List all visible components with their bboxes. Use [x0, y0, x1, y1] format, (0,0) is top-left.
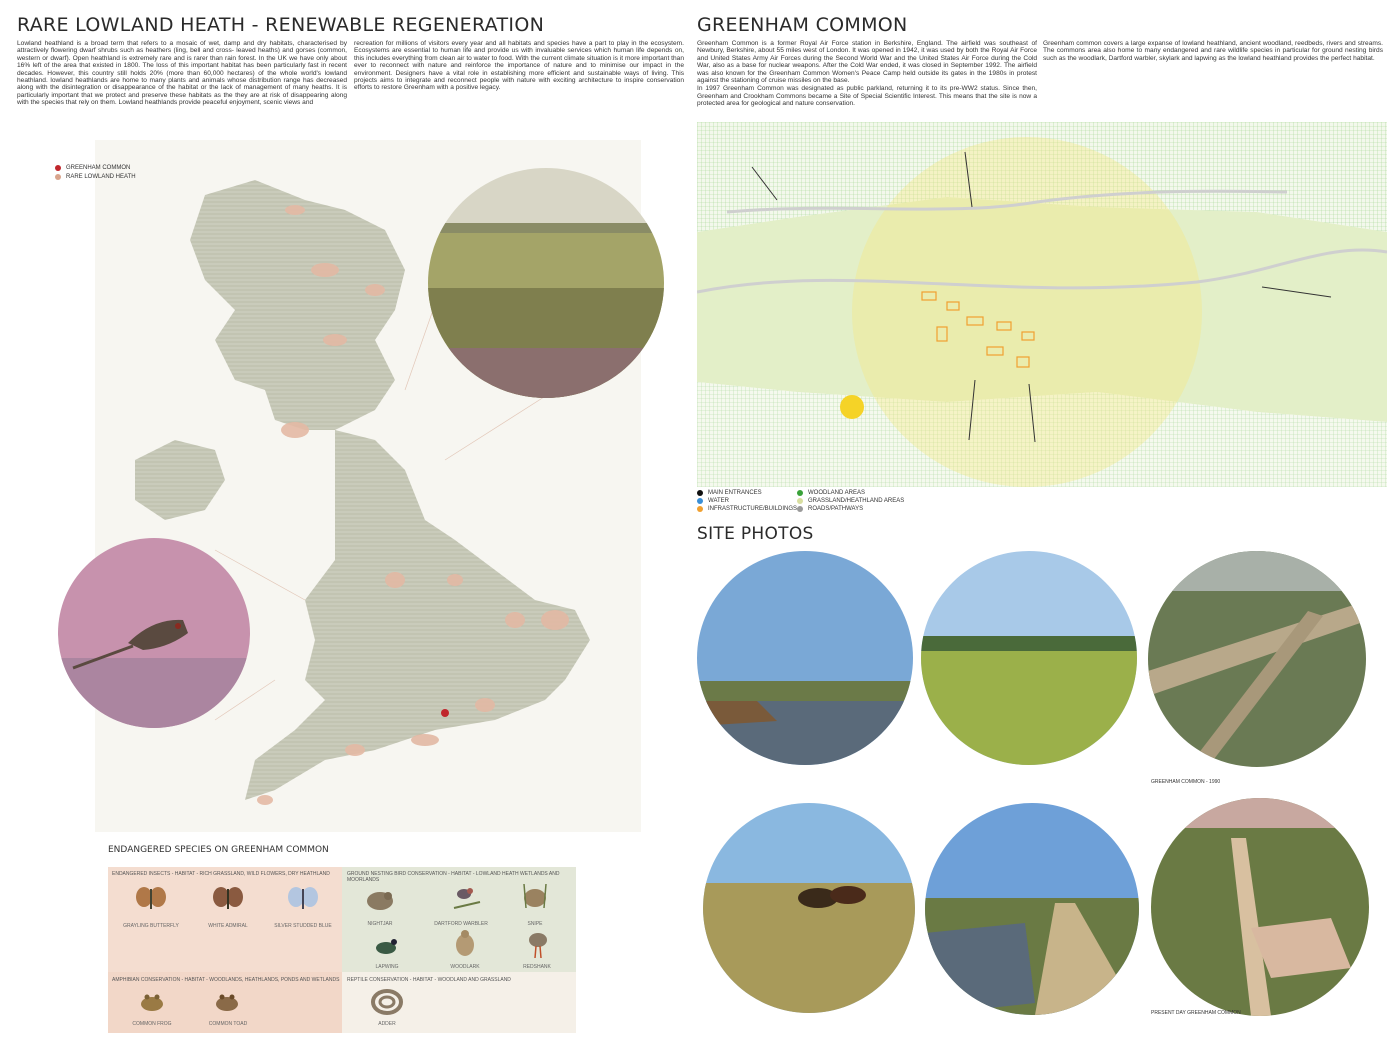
- snipe-icon: [518, 882, 552, 914]
- nightjar-icon: [364, 884, 396, 914]
- legend-greenham: GREENHAM COMMON: [55, 165, 130, 171]
- heath-intro-col2: recreation for millions of visitors every year and all habitats and species have a part to play in the ecosystem. Ecosystems are essential to human life and provide us with invaluable services which human life depends on, this includes everything from clean air to water to food. With the current climate situation is it more important than ever to reconnect with nature and reinforce the importance of nature and to minimise our impact in the environment. Designers have a vital role in establishing more efficient and sustainable ways of living. This projects aims to integrate and reconnect people with nature with exciting architecture to inspire conservation efforts to restore Greenham with a positive legacy.: [354, 40, 684, 92]
- amphibian-header: AMPHIBIAN CONSERVATION - HABITAT - WOODLANDS, HEATHLANDS, PONDS AND WETLANDS: [112, 977, 340, 983]
- site-photo-pond: [697, 551, 913, 765]
- species-section-title: ENDANGERED SPECIES ON GREENHAM COMMON: [108, 845, 329, 855]
- insect-label-2: WHITE ADMIRAL: [208, 923, 248, 929]
- amphibian-label-frog: COMMON FROG: [132, 1021, 172, 1027]
- site-photos-title: SITE PHOTOS: [697, 524, 814, 544]
- legend-woodland: WOODLAND AREAS: [797, 490, 865, 496]
- legend-infrastructure: INFRASTRUCTURE/BUILDINGS: [697, 506, 797, 512]
- legend-swatch-peach: [55, 174, 61, 180]
- insects-panel: [108, 867, 342, 972]
- site-photo-grassland: [921, 551, 1137, 765]
- ireland-shape: [135, 440, 225, 520]
- caption-present: PRESENT DAY GREENHAM COMMON: [1151, 1010, 1241, 1016]
- insect-label-1: GRAYLING BUTTERFLY: [123, 923, 179, 929]
- lapwing-icon: [372, 932, 402, 960]
- swatch-lightgreen: [797, 498, 803, 504]
- dartford-warbler-photo: [58, 538, 250, 728]
- swatch-green: [797, 490, 803, 496]
- greenham-marker: [441, 709, 449, 717]
- greenham-history-para-2: In 1997 Greenham Common was designated as public parkland, returning it to its pre-WW2 status. Since then, Greenham and Crookham Commons became a Site of Special Scientific Interest. This means that the site is now a protected area for geological and nature conservation.: [697, 85, 1037, 108]
- swatch-orange: [697, 506, 703, 512]
- site-photo-aerial-present: [1151, 798, 1369, 1016]
- left-page-title: RARE LOWLAND HEATH - RENEWABLE REGENERATION: [17, 14, 545, 36]
- greenham-site-map: [697, 122, 1387, 487]
- heath-intro-col1: Lowland heathland is a broad term that refers to a mosaic of wet, damp and dry habitats, characterised by attractively flowering dwarf shrubs such as heathers (ling, bell and cross- leaved heaths) and gorses (common, western or dwarf). Open heathland is extremely rare and is rarer than rain forest. In the UK we have only about 16% left of the area that existed in 1800. The loss of this important habitat has been particularly fast in recent decades. However, this country still holds 20% (more than 60,000 hectares) of the whole world's lowland heathland. lowland heathlands are home to many plants and animals whose distribution range has decreased along with the disintegration or disappearance of the habitat or the lack of management of many heaths. It is particularly important that we protect and preserve these habitats as the they are at risk of disappearing along with the species that rely on them. Lowland heathlands provide peaceful enjoyment, scenic views and: [17, 40, 347, 107]
- grayling-butterfly-icon: [135, 885, 167, 913]
- swatch-blue: [697, 498, 703, 504]
- common-frog-icon: [137, 990, 167, 1014]
- caption-1990: GREENHAM COMMON - 1990: [1151, 779, 1221, 785]
- greenham-focus-area: [852, 137, 1202, 487]
- insects-header: ENDANGERED INSECTS - HABITAT - RICH GRASSLAND, WILD FLOWERS, DRY HEATHLAND: [112, 871, 330, 877]
- swatch-black: [697, 490, 703, 496]
- insect-label-3: SILVER STUDDED BLUE: [274, 923, 332, 929]
- heath-landscape-photo: [428, 168, 664, 398]
- legend-swatch-red: [55, 165, 61, 171]
- amphibian-label-toad: COMMON TOAD: [208, 1021, 248, 1027]
- legend-grassland: GRASSLAND/HEATHLAND AREAS: [797, 498, 904, 504]
- common-toad-icon: [212, 990, 242, 1014]
- legend-main-entrances: MAIN ENTRANCES: [697, 490, 762, 496]
- bird-label-woodlark: WOODLARK: [450, 964, 480, 970]
- site-photo-path: [925, 803, 1139, 1015]
- scotland-shape: [190, 180, 405, 430]
- greenham-habitat-col: Greenham common covers a large expanse of lowland heathland, ancient woodland, reedbeds, rivers and streams. The commons area also home to many endangered and rare wildlife species in particular for ground nesting birds such as the woodlark, Dartford warbler, skylark and lapwing as the lowland heathland provides the perfect habitat.: [1043, 40, 1383, 62]
- reptile-header: REPTILE CONSERVATION - HABITAT - WOODLAND AND GRASSLAND: [347, 977, 511, 983]
- silver-studded-blue-icon: [287, 885, 319, 913]
- swatch-grey: [797, 506, 803, 512]
- birds-header: GROUND NESTING BIRD CONSERVATION - HABITAT - LOWLAND HEATH WETLANDS AND MOORLANDS: [347, 871, 560, 883]
- bird-label-redshank: REDSHANK: [523, 964, 551, 970]
- legend-water: WATER: [697, 498, 729, 504]
- site-photo-ponies: [703, 803, 915, 1013]
- greenham-history-col: [697, 40, 1037, 109]
- legend-roads: ROADS/PATHWAYS: [797, 506, 863, 512]
- bird-label-lapwing: LAPWING: [375, 964, 399, 970]
- woodlark-icon: [450, 928, 480, 960]
- legend-heath: RARE LOWLAND HEATH: [55, 174, 136, 180]
- right-page-title: GREENHAM COMMON: [697, 14, 908, 36]
- adder-icon: [370, 988, 404, 1016]
- bird-label-warbler: DARTFORD WARBLER: [434, 921, 488, 927]
- site-photo-aerial-1990: [1148, 551, 1366, 767]
- bird-label-nightjar: NIGHTJAR: [367, 921, 393, 927]
- redshank-icon: [523, 928, 553, 960]
- white-admiral-icon: [212, 885, 244, 913]
- bird-label-snipe: SNIPE: [527, 921, 543, 927]
- greenham-history-para-1: Greenham Common is a former Royal Air Force station in Berkshire, England. The airfield was southeast of Newbury, Berkshire, about 55 miles west of London. It was opened in 1942, it was used by both the Royal Air Force and United States Army Air Forces during the Second World War and the United States Air Force during the Cold War, also as a base for nuclear weapons. After the Cold War ended, it was closed in September 1992. The airfield was also known for the Greenham Common Women's Peace Camp held outside its gates in the 1980s in protest against the stationing of cruise missiles on the base.: [697, 40, 1037, 85]
- reptile-label-adder: ADDER: [378, 1021, 396, 1027]
- dartford-warbler-icon: [450, 882, 484, 914]
